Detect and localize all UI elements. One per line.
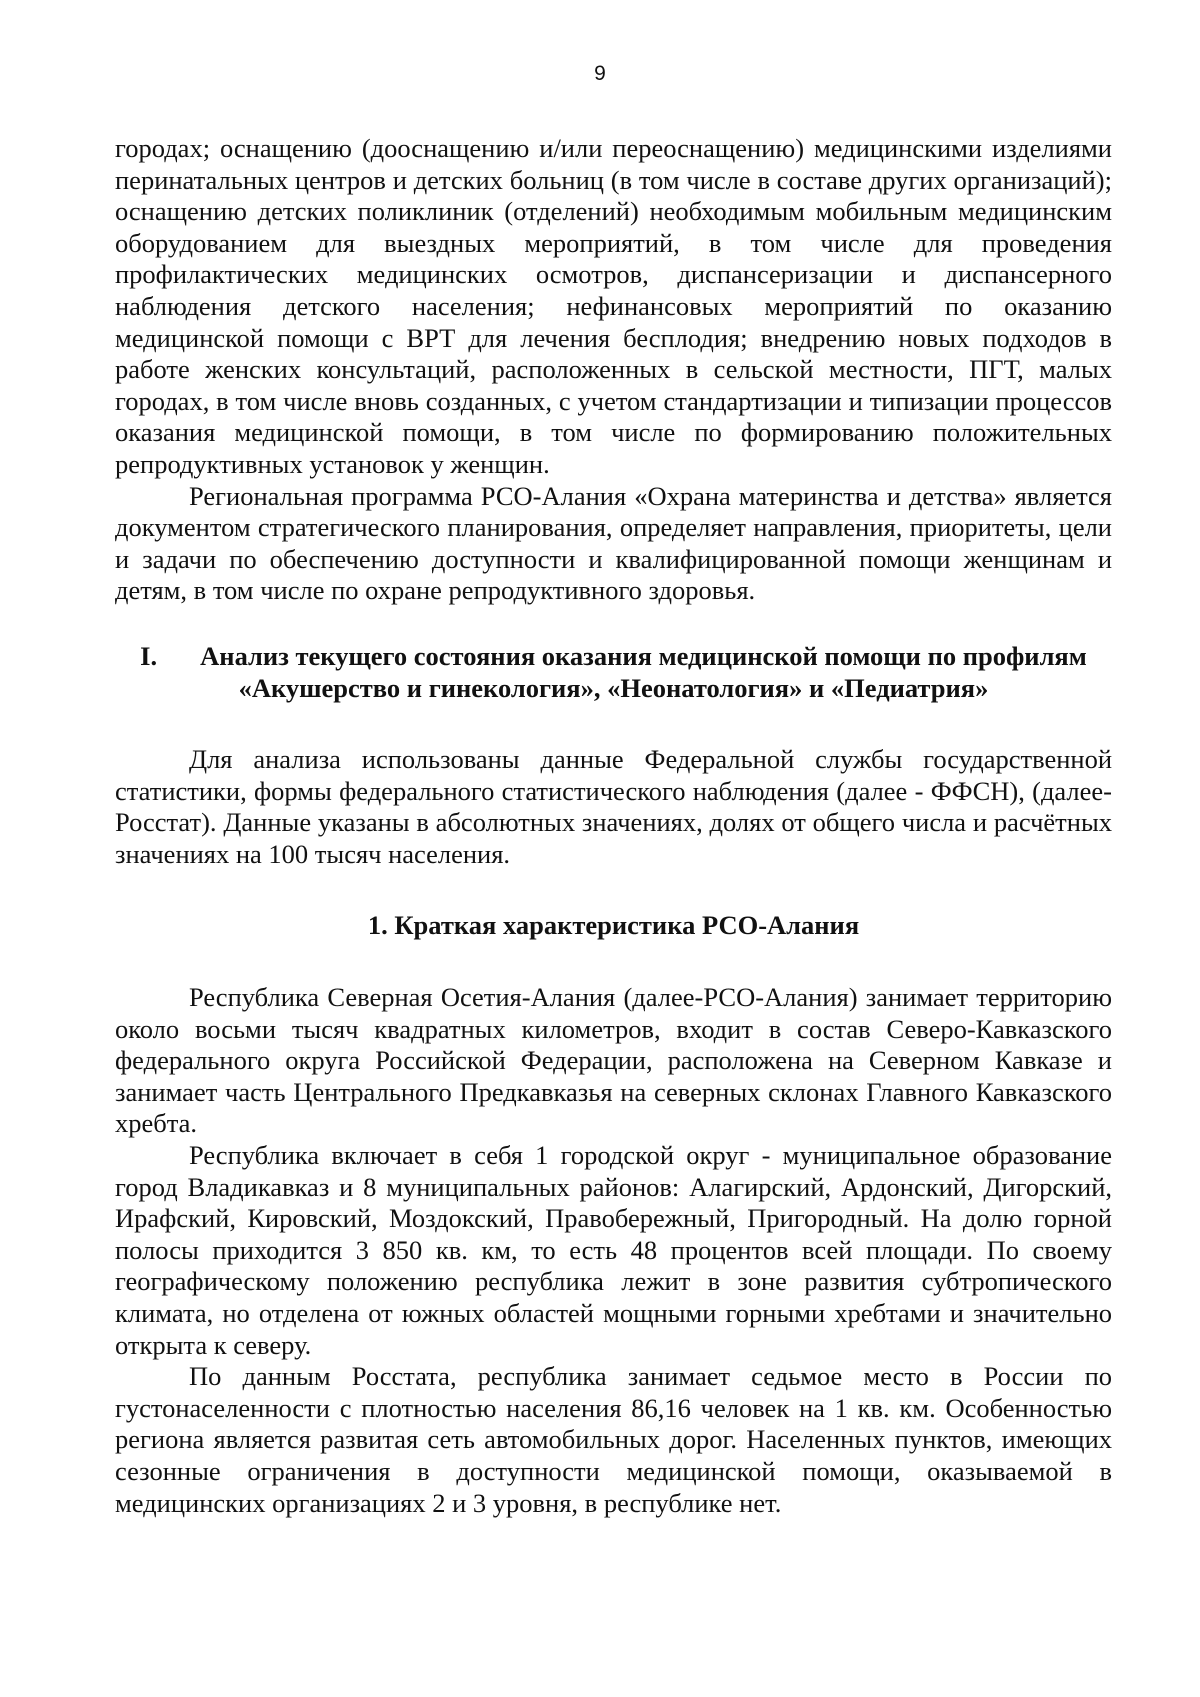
section-heading-line2: «Акушерство и гинекология», «Неонатология» и «Педиатрия» — [238, 672, 989, 703]
section-heading — [115, 641, 1112, 704]
paragraph-regional-program: Региональная программа РСО-Алания «Охрана материнства и детства» является документом стратегического планирования, определяет направления, приоритеты, цели и задачи по обеспечению доступности и квалифицированной помощи женщинам и детям, в том числе по охране репродуктивного здоровья. — [115, 480, 1112, 606]
section-title: Анализ текущего состояния оказания медицинской помощи по профилям — [200, 640, 1087, 671]
subsection-heading: 1. Краткая характеристика РСО-Алания — [367, 910, 860, 941]
paragraph-population-density: По данным Росстата, республика занимает седьмое место в России по густонаселенности с плотностью населения 86,16 человек на 1 кв. км. Особенностью региона является развитая сеть автомобильных дорог. Населенных пунктов, имеющих сезонные ограничения в доступности медицинской помощи, оказываемой в медицинских организациях 2 и 3 уровня, в республике нет. — [115, 1361, 1112, 1518]
paragraph-data-sources: Для анализа использованы данные Федеральной службы государственной статистики, формы федерального статистического наблюдения (далее - ФФСН), (далее-Росстат). Данные указаны в абсолютных значениях, долях от общего числа и расчётных значениях на 100 тысяч населения. — [115, 744, 1112, 869]
paragraph-municipalities: Республика включает в себя 1 городской округ - муниципальное образование город Владикавказ и 8 муниципальных районов: Алагирский, Ардонский, Дигорский, Ирафский, Кировский, Моздокский, Правобережный, Пригородный. На долю горной полосы приходится 3 850 кв. км, то есть 48 процентов всей площади. По своему географическому положению республика лежит в зоне развития субтропического климата, но отделена от южных областей мощными горными хребтами и значительно открыта к северу. — [115, 1140, 1112, 1360]
section-heading-line1 — [115, 641, 1112, 673]
paragraph-continuation: городах; оснащению (дооснащению и/или переоснащению) медицинскими изделиями перинатальных центров и детских больниц (в том числе в составе других организаций); оснащению детских поликлиник (отделений) необходимым мобильным медицинским оборудованием для выездных мероприятий, в том числе для проведения профилактических медицинских осмотров, диспансеризации и диспансерного наблюдения детского населения; нефинансовых мероприятий по оказанию медицинской помощи с ВРТ для лечения бесплодия; внедрению новых подходов в работе женских консультаций, расположенных в сельской местности, ПГТ, малых городах, в том числе вновь созданных, с учетом стандартизации и типизации процессов оказания медицинской помощи, в том числе по формированию положительных репродуктивных установок у женщин. — [115, 133, 1112, 479]
page-number: 9 — [594, 62, 606, 85]
section-number: I. — [140, 640, 158, 671]
document-body — [115, 133, 1112, 1519]
paragraph-territory: Республика Северная Осетия-Алания (далее-РСО-Алания) занимает территорию около восьми тысяч квадратных километров, входит в состав Северо-Кавказского федерального округа Российской Федерации, расположена на Северном Кавказе и занимает часть Центрального Предкавказья на северных склонах Главного Кавказского хребта. — [115, 982, 1112, 1139]
